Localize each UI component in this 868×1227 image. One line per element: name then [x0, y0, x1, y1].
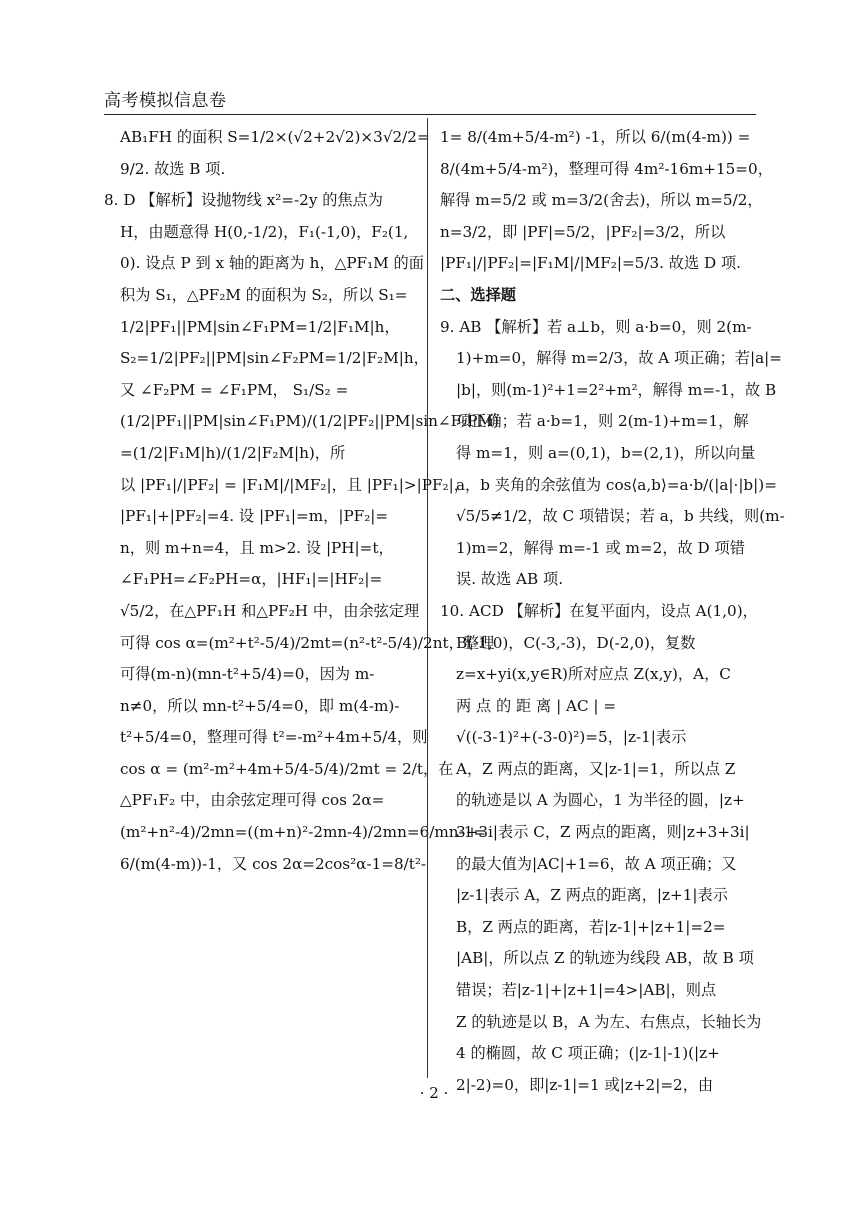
right-text-line: Z 的轨迹是以 B，A 为左、右焦点，长轴长为	[456, 1012, 762, 1031]
right-text-line: 10. ACD 【解析】在复平面内，设点 A(1,0)，	[440, 601, 758, 620]
left-text-line: 积为 S₁，△PF₂M 的面积为 S₂，所以 S₁=	[120, 285, 408, 304]
left-text-line: 1/2|PF₁||PM|sin∠F₁PM=1/2|F₁M|h，	[120, 317, 400, 336]
right-text-line: 8/(4m+5/4-m²)，整理可得 4m²-16m+15=0，	[440, 159, 773, 178]
right-text-line: 1)+m=0，解得 m=2/3，故 A 项正确；若|a|=	[456, 349, 783, 368]
right-text-line: |b|，则(m-1)²+1=2²+m²，解得 m=-1，故 B	[456, 380, 777, 399]
right-text-line: 两 点 的 距 离 | AC | =	[456, 696, 617, 715]
right-text-line: B(-1,0)，C(-3,-3)，D(-2,0)，复数	[456, 633, 696, 652]
header-title: 高考模拟信息卷	[104, 91, 227, 111]
left-text-line: AB₁FH 的面积 S=1/2×(√2+2√2)×3√2/2=	[120, 128, 430, 146]
left-text-line: 可得 cos α=(m²+t²-5/4)/2mt=(n²-t²-5/4)/2nt，整理	[120, 633, 495, 652]
right-text-line: |z-1|表示 A，Z 两点的距离，|z+1|表示	[456, 886, 728, 905]
left-text-line: =(1/2|F₁M|h)/(1/2|F₂M|h)，所	[120, 443, 346, 462]
right-text-line: 9. AB 【解析】若 a⊥b，则 a·b=0，则 2(m-	[440, 317, 752, 336]
right-text-line: 解得 m=5/2 或 m=3/2(舍去)，所以 m=5/2，	[440, 191, 763, 210]
left-text-line: (1/2|PF₁||PM|sin∠F₁PM)/(1/2|PF₂||PM|sin∠F₂PM)	[120, 412, 499, 431]
left-text-line: 又 ∠F₂PM = ∠F₁PM， S₁/S₂ =	[120, 380, 349, 399]
right-text-line: 1= 8/(4m+5/4-m²) -1，所以 6/(m(4-m)) =	[440, 128, 751, 146]
right-text-line: 的轨迹是以 A 为圆心，1 为半径的圆，|z+	[456, 791, 745, 810]
right-text-line: 错误；若|z-1|+|z+1|=4>|AB|，则点	[456, 981, 717, 1000]
left-text-line: S₂=1/2|PF₂||PM|sin∠F₂PM=1/2|F₂M|h，	[120, 349, 429, 368]
left-text-line: (m²+n²-4)/2mn=((m+n)²-2mn-4)/2mn=6/mn-1=	[120, 823, 487, 842]
left-text-line: 可得(m-n)(mn-t²+5/4)=0，因为 m-	[120, 665, 375, 684]
right-text-line: A，Z 两点的距离，又|z-1|=1，所以点 Z	[456, 759, 736, 778]
right-text-line: 1)m=2，解得 m=-1 或 m=2，故 D 项错	[456, 538, 745, 557]
right-text-line: 项正确；若 a·b=1，则 2(m-1)+m=1，解	[456, 412, 749, 431]
page-header	[104, 90, 756, 115]
column-divider	[427, 118, 428, 1078]
right-text-line: 二、选择题	[440, 285, 516, 304]
left-text-line: t²+5/4=0，整理可得 t²=-m²+4m+5/4，则	[120, 728, 428, 747]
right-text-line: |AB|，所以点 Z 的轨迹为线段 AB，故 B 项	[456, 949, 754, 968]
left-text-line: 以 |PF₁|/|PF₂| = |F₁M|/|MF₂|，且 |PF₁|>|PF₂|，	[120, 475, 469, 494]
right-column	[440, 122, 785, 1101]
right-text-line: 误. 故选 AB 项.	[456, 570, 564, 589]
left-text-line: ∠F₁PH=∠F₂PH=α，|HF₁|=|HF₂|=	[120, 570, 383, 589]
left-text-line: 9/2. 故选 B 项.	[120, 159, 226, 178]
left-text-line: √5/2，在△PF₁H 和△PF₂H 中，由余弦定理	[120, 601, 420, 620]
left-text-line: △PF₁F₂ 中，由余弦定理可得 cos 2α=	[120, 791, 385, 810]
right-text-line: |PF₁|/|PF₂|=|F₁M|/|MF₂|=5/3. 故选 D 项.	[440, 254, 741, 273]
right-text-line: z=x+yi(x,y∈R)所对应点 Z(x,y)，A，C	[456, 665, 731, 684]
left-text-line: 8. D 【解析】设抛物线 x²=-2y 的焦点为	[104, 191, 383, 210]
left-text-line: 0). 设点 P 到 x 轴的距离为 h，△PF₁M 的面	[120, 254, 424, 273]
left-text-line: n，则 m+n=4，且 m>2. 设 |PH|=t，	[120, 538, 394, 557]
left-text-line: H，由题意得 H(0,-1/2)，F₁(-1,0)，F₂(1,	[120, 222, 409, 241]
right-text-line: 的最大值为|AC|+1=6，故 A 项正确；又	[456, 854, 737, 873]
right-text-line: a，b 夹角的余弦值为 cos⟨a,b⟩=a·b/(|a|·|b|)=	[456, 475, 777, 494]
right-text-line: √5/5≠1/2，故 C 项错误；若 a，b 共线，则(m-	[456, 507, 785, 526]
page-number: · 2 ·	[419, 1084, 449, 1102]
left-text-line: |PF₁|+|PF₂|=4. 设 |PF₁|=m，|PF₂|=	[120, 507, 389, 526]
right-text-line: √((-3-1)²+(-3-0)²)=5，|z-1|表示	[456, 728, 687, 747]
left-text-line: 6/(m(4-m))-1，又 cos 2α=2cos²α-1=8/t²-	[120, 854, 427, 873]
right-text-line: B，Z 两点的距离，若|z-1|+|z+1|=2=	[456, 917, 726, 936]
right-text-line: 4 的椭圆，故 C 项正确；(|z-1|-1)(|z+	[456, 1044, 720, 1063]
right-text-line: 3+3i|表示 C，Z 两点的距离，则|z+3+3i|	[456, 823, 750, 842]
left-text-line: n≠0，所以 mn-t²+5/4=0，即 m(4-m)-	[120, 696, 400, 715]
right-text-line: 2|-2)=0，即|z-1|=1 或|z+2|=2，由	[456, 1075, 714, 1094]
right-text-line: n=3/2，即 |PF|=5/2，|PF₂|=3/2，所以	[440, 222, 726, 241]
right-text-line: 得 m=1，则 a=(0,1)，b=(2,1)，所以向量	[456, 443, 756, 462]
left-text-line: cos α = (m²-m²+4m+5/4-5/4)/2mt = 2/t，在	[120, 759, 454, 778]
